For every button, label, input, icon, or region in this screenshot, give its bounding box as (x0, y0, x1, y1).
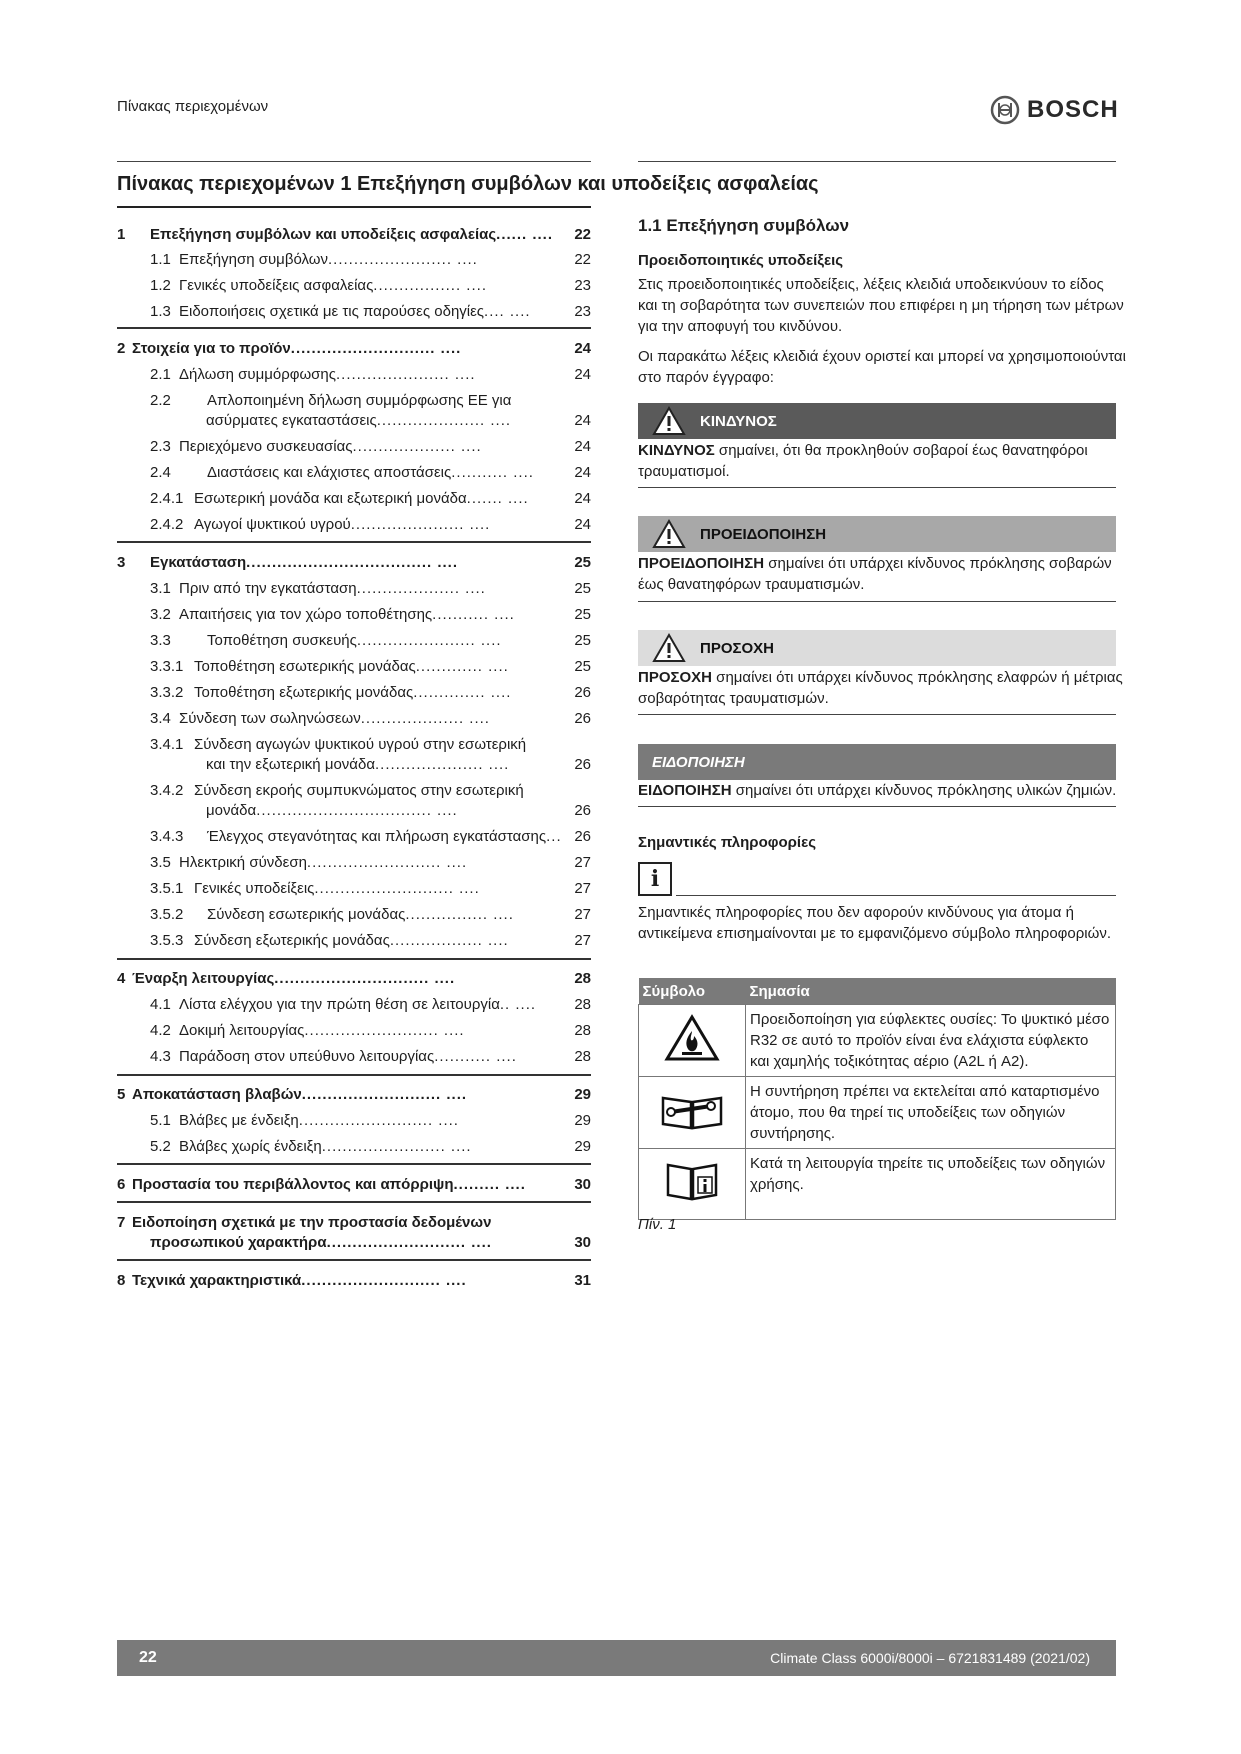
toc-leader-dots: ....... .... (466, 490, 529, 507)
toc-leader-dots: .................... .... (352, 438, 482, 455)
toc-entry[interactable] (150, 880, 591, 898)
toc-entry[interactable] (150, 1048, 591, 1066)
toc-entry[interactable] (150, 1112, 591, 1130)
toc-entry-label: Προστασία του περιβάλλοντος και απόρριψη (132, 1176, 454, 1193)
toc-entry-label: Τοποθέτηση συσκευής (207, 632, 357, 649)
table-header: Σύμβολο (639, 978, 746, 1005)
keywords-paragraph (638, 346, 1126, 388)
toc-leader-dots: .... .... (484, 303, 531, 320)
toc-entry[interactable] (150, 1022, 591, 1040)
toc-entry-page: 24 (574, 490, 591, 507)
warning-title: ΠΡΟΕΙΔΟΠΟΙΗΣΗ (700, 525, 827, 543)
bosch-armature-icon (990, 95, 1020, 125)
warning-triangle-icon (652, 633, 686, 663)
toc-leader-dots: ........................... .... (326, 1234, 492, 1251)
toc-leader-dots: ............................ .... (290, 340, 462, 357)
toc-entry-label: Απλοποιημένη δήλωση συμμόρφωσης ΕΕ για (207, 392, 512, 409)
toc-entry-number: 3.3.2 (150, 684, 184, 701)
text-line: Οι παρακάτω λέξεις κλειδιά έχουν οριστεί και μπορεί να χρησιμοποιούνται (638, 348, 1126, 365)
caution-keyword: ΠΡΟΣΟΧΗ (638, 669, 713, 686)
toc-entry-page: 26 (574, 828, 591, 845)
toc-entry[interactable] (150, 303, 591, 321)
toc-entry-number: 3.5.1 (150, 880, 184, 897)
running-title: Πίνακας περιεχομένων (117, 98, 269, 115)
toc-entry[interactable] (206, 412, 591, 430)
table-cell: Κατά τη λειτουργία τηρείτε τις υποδείξεις των οδηγιών χρήσης. (746, 1149, 1116, 1220)
toc-entry-number: 5 (117, 1086, 126, 1103)
toc-entry-number: 7 (117, 1214, 126, 1231)
toc-leader-dots: .......................... .... (306, 854, 468, 871)
divider (638, 487, 1116, 488)
toc-entry-label: Δήλωση συμμόρφωσης (179, 366, 337, 383)
toc-entry[interactable] (150, 277, 591, 295)
toc-entry-page: 26 (574, 710, 591, 727)
toc-divider (117, 1163, 591, 1165)
toc-entry-number: 3.3.1 (150, 658, 184, 675)
toc-entry-page: 31 (574, 1272, 591, 1289)
toc-leader-dots: ........................ .... (327, 251, 478, 268)
toc-entry[interactable] (117, 1086, 591, 1104)
symbols-table (638, 978, 1116, 1220)
toc-entry-number: 3.5.3 (150, 932, 184, 949)
toc-leader-dots: ...................... .... (336, 366, 476, 383)
toc-entry-page: 27 (574, 906, 591, 923)
toc-entry-number: 3.4.3 (150, 828, 184, 845)
table-header: Σημασία (746, 978, 1116, 1005)
toc-entry-page: 23 (574, 277, 591, 294)
toc-entry[interactable] (150, 516, 591, 534)
divider (638, 714, 1116, 715)
danger-bar (638, 403, 1116, 439)
text-line: και τη σοβαρότητα των συνεπειών που επιφέρει η μη τήρηση των μέτρων (638, 297, 1124, 314)
toc-entry-label: Σύνδεση εξωτερικής μονάδας (194, 932, 390, 949)
toc-entry-number: 3.1 (150, 580, 171, 597)
toc-leader-dots: ................ .... (405, 906, 514, 923)
toc-entry-label: Πριν από την εγκατάσταση (179, 580, 357, 597)
toc-entry-number: 4 (117, 970, 126, 987)
toc-entry-page: 22 (574, 251, 591, 268)
danger-title: ΚΙΝΔΥΝΟΣ (700, 412, 777, 430)
toc-leader-dots: .................... .... (356, 580, 486, 597)
toc-entry[interactable] (117, 1272, 591, 1290)
toc-entry-page: 26 (574, 802, 591, 819)
toc-entry[interactable] (117, 226, 591, 244)
toc-entry-label: Αγωγοί ψυκτικού υγρού (194, 516, 351, 533)
danger-keyword: ΚΙΝΔΥΝΟΣ (638, 442, 715, 459)
toc-entry-page: 22 (574, 226, 591, 243)
toc-entry-number: 1.2 (150, 277, 171, 294)
divider (638, 601, 1116, 602)
toc-entry[interactable] (150, 736, 591, 754)
toc-entry-number: 1.1 (150, 251, 171, 268)
toc-entry-page: 28 (574, 1022, 591, 1039)
toc-entry[interactable] (150, 490, 591, 508)
table-caption: Πίν. 1 (638, 1216, 677, 1233)
table-cell: Προειδοποίηση για εύφλεκτες ουσίες: Το ψυκτικό μέσο R32 σε αυτό το προϊόν είναι ένα ελάχιστα εύφλεκτο και χαμηλής τοξικότητας αέριο (A2L ή A2). (746, 1005, 1116, 1077)
toc-entry[interactable] (117, 1214, 591, 1232)
toc-entry-label: Τοποθέτηση εξωτερικής μονάδας (194, 684, 414, 701)
warning-triangle-icon (652, 406, 686, 436)
toc-entry-page: 24 (574, 464, 591, 481)
toc-entry-page: 25 (574, 580, 591, 597)
toc-entry-label: Σύνδεση των σωληνώσεων (179, 710, 361, 727)
divider (676, 895, 1116, 896)
toc-leader-dots: ........... .... (434, 1048, 517, 1065)
toc-entry-page: 29 (574, 1112, 591, 1129)
toc-entry[interactable] (150, 1138, 591, 1156)
toc-entry-page: 25 (574, 658, 591, 675)
toc-entry-label: προσωπικού χαρακτήρα (150, 1234, 327, 1251)
toc-entry[interactable] (206, 802, 591, 820)
flammable-warning-icon (664, 1014, 720, 1062)
document-reference: Climate Class 6000i/8000i – 6721831489 (2021/02) (770, 1650, 1090, 1666)
toc-divider (117, 1201, 591, 1203)
table-cell (639, 1005, 746, 1077)
toc-entry-number: 4.1 (150, 996, 171, 1013)
toc-entry-number: 2.2 (150, 392, 171, 409)
toc-entry-label: Επεξήγηση συμβόλων και υποδείξεις ασφαλείας (150, 226, 497, 243)
toc-entry-page: 30 (574, 1234, 591, 1251)
toc-entry-page: 26 (574, 684, 591, 701)
toc-entry-number: 2.4.2 (150, 516, 184, 533)
toc-entry-page: 28 (574, 970, 591, 987)
toc-entry-page: 23 (574, 303, 591, 320)
warnings-heading: Προειδοποιητικές υποδείξεις (638, 252, 844, 269)
toc-entry-label: Ειδοποίηση σχετικά με την προστασία δεδομένων (132, 1214, 492, 1231)
toc-entry-number: 3.4 (150, 710, 171, 727)
toc-entry[interactable] (117, 970, 591, 988)
toc-entry[interactable] (117, 554, 591, 572)
toc-leader-dots: .................... .... (360, 710, 490, 727)
toc-leader-dots: .............................. .... (274, 970, 456, 987)
toc-entry-number: 2.1 (150, 366, 171, 383)
text-line: σοβαρότητας τραυματισμών. (638, 690, 829, 707)
toc-entry-page: 29 (574, 1086, 591, 1103)
toc-entry-page: 27 (574, 932, 591, 949)
toc-entry-label: Αποκατάσταση βλαβών (132, 1086, 302, 1103)
toc-entry-page: 30 (574, 1176, 591, 1193)
toc-entry[interactable] (150, 580, 591, 598)
toc-entry[interactable] (117, 340, 591, 358)
toc-entry-page: 26 (574, 756, 591, 773)
caution-text (638, 667, 1123, 709)
brand-name: BOSCH (1027, 96, 1119, 123)
toc-entry-label: και την εξωτερική μονάδα (206, 756, 375, 773)
toc-divider (117, 327, 591, 329)
text-line: στο παρόν έγγραφο: (638, 369, 774, 386)
warning-triangle-icon (652, 519, 686, 549)
toc-entry[interactable] (150, 464, 591, 482)
toc-leader-dots: .................. .... (389, 932, 509, 949)
toc-entry-page: 24 (574, 438, 591, 455)
toc-entry-label: Έναρξη λειτουργίας (132, 970, 275, 987)
toc-entry-page: 27 (574, 880, 591, 897)
toc-entry-label: Απαιτήσεις για τον χώρο τοποθέτησης (179, 606, 433, 623)
danger-text (638, 440, 1088, 482)
toc-leader-dots: ........................... .... (301, 1272, 467, 1289)
toc-entry[interactable] (150, 854, 591, 872)
toc-entry-label: Διαστάσεις και ελάχιστες αποστάσεις (207, 464, 452, 481)
bosch-logo (990, 95, 1119, 125)
toc-divider (117, 541, 591, 543)
toc-entry-number: 2.3 (150, 438, 171, 455)
divider (117, 206, 591, 208)
text-line: σημαίνει ότι υπάρχει κίνδυνος πρόκλησης υλικών ζημιών. (731, 782, 1117, 799)
toc-entry[interactable] (150, 996, 591, 1014)
toc-entry-label: Εγκατάσταση (150, 554, 247, 571)
toc-leader-dots: ......... .... (453, 1176, 526, 1193)
toc-entry-number: 2.4 (150, 464, 171, 481)
info-heading: Σημαντικές πληροφορίες (638, 834, 817, 851)
table-row (639, 1005, 1116, 1077)
text-line: σημαίνει ότι υπάρχει κίνδυνος πρόκλησης ελαφρών ή μέτριας (712, 669, 1123, 686)
toc-entry-label: Εσωτερική μονάδα και εξωτερική μονάδα (194, 490, 467, 507)
toc-entry-number: 8 (117, 1272, 126, 1289)
table-cell (639, 1149, 746, 1220)
table-row (639, 1149, 1116, 1220)
page-footer (117, 1640, 1116, 1676)
operating-manual-icon (664, 1159, 720, 1203)
text-line: σημαίνει, ότι θα προκληθούν σοβαροί έως θανατηφόροι (714, 442, 1088, 459)
toc-entry[interactable] (150, 1234, 591, 1252)
toc-leader-dots: .................................. .... (256, 802, 458, 819)
toc-entry-label: ασύρματες εγκαταστάσεις (206, 412, 377, 429)
notice-bar (638, 744, 1116, 780)
notice-title: ΕΙΔΟΠΟΙΗΣΗ (652, 753, 745, 771)
warning-text (638, 553, 1112, 595)
toc-entry[interactable] (117, 1176, 591, 1194)
toc-entry-number: 2 (117, 340, 126, 357)
text-line: τραυματισμοί. (638, 463, 730, 480)
toc-entry-label: Σύνδεση εκροής συμπυκνώματος στην εσωτερική (194, 782, 524, 799)
text-line: σημαίνει ότι υπάρχει κίνδυνος πρόκλησης σοβαρών (764, 555, 1112, 572)
toc-entry[interactable] (150, 392, 591, 410)
toc-entry-page: 25 (574, 554, 591, 571)
toc-entry-page: 27 (574, 854, 591, 871)
notice-keyword: ΕΙΔΟΠΟΙΗΣΗ (638, 782, 732, 799)
toc-leader-dots: ........................ .... (321, 1138, 472, 1155)
divider (117, 161, 591, 162)
toc-leader-dots: ........................... .... (301, 1086, 468, 1103)
toc-entry-label: Βλάβες με ένδειξη (179, 1112, 299, 1129)
caution-bar (638, 630, 1116, 666)
toc-leader-dots: ....................... .... (356, 632, 502, 649)
toc-entry-page: 28 (574, 996, 591, 1013)
toc-entry-page: 28 (574, 1048, 591, 1065)
toc-entry-label: Έλεγχος στεγανότητας και πλήρωση εγκατάστασης (207, 828, 547, 845)
toc-entry-number: 3.4.2 (150, 782, 184, 799)
notice-text (638, 780, 1116, 801)
toc-entry-label: Τεχνικά χαρακτηριστικά (132, 1272, 302, 1289)
toc-entry-label: Ηλεκτρική σύνδεση (179, 854, 307, 871)
info-icon: i (638, 862, 672, 896)
toc-leader-dots: ... (546, 828, 562, 845)
warning-keyword: ΠΡΟΕΙΔΟΠΟΙΗΣΗ (638, 555, 765, 572)
toc-divider (117, 958, 591, 960)
toc-entry-label: Τοποθέτηση εσωτερικής μονάδας (194, 658, 416, 675)
text-line: για την αποφυγή του κινδύνου. (638, 318, 843, 335)
toc-leader-dots: ........................... .... (314, 880, 480, 897)
toc-leader-dots: ................. .... (373, 277, 487, 294)
toc-leader-dots: ..................... .... (375, 756, 510, 773)
toc-leader-dots: .. .... (499, 996, 537, 1013)
intro-paragraph (638, 274, 1124, 337)
toc-entry[interactable] (150, 658, 591, 676)
toc-divider (117, 1259, 591, 1261)
toc-leader-dots: ............. .... (415, 658, 509, 675)
toc-entry-label: Σύνδεση αγωγών ψυκτικού υγρού στην εσωτερική (194, 736, 527, 753)
toc-entry[interactable] (150, 438, 591, 456)
toc-leader-dots: ..................... .... (376, 412, 512, 429)
section-heading: 1.1 Επεξήγηση συμβόλων (638, 216, 850, 235)
toc-entry-number: 3.3 (150, 632, 171, 649)
toc-entry-page: 25 (574, 632, 591, 649)
toc-entry-number: 5.2 (150, 1138, 171, 1155)
table-cell: Η συντήρηση πρέπει να εκτελείται από καταρτισμένο άτομο, που θα τηρεί τις υποδείξεις των οδηγιών συντήρησης. (746, 1077, 1116, 1149)
divider (638, 806, 1116, 807)
divider (638, 161, 1116, 162)
toc-entry-label: Δοκιμή λειτουργίας (179, 1022, 305, 1039)
page-number: 22 (139, 1649, 157, 1666)
table-row (639, 1077, 1116, 1149)
toc-entry[interactable] (150, 932, 591, 950)
toc-entry-number: 4.3 (150, 1048, 171, 1065)
info-text (638, 902, 1111, 944)
toc-entry[interactable] (150, 782, 591, 800)
toc-entry-page: 24 (574, 412, 591, 429)
toc-divider (117, 1074, 591, 1076)
toc-entry[interactable] (150, 906, 591, 924)
toc-entry-number: 2.4.1 (150, 490, 184, 507)
toc-leader-dots: .......................... .... (298, 1112, 459, 1129)
text-line: Σημαντικές πληροφορίες που δεν αφορούν κινδύνους για άτομα ή (638, 904, 1074, 921)
toc-entry-number: 3.5 (150, 854, 171, 871)
service-manual-icon (659, 1088, 725, 1132)
warning-bar (638, 516, 1116, 552)
toc-entry-label: Στοιχεία για το προϊόν (132, 340, 291, 357)
toc-entry-number: 3 (117, 554, 126, 571)
toc-entry-label: Γενικές υποδείξεις ασφαλείας (179, 277, 374, 294)
toc-leader-dots: .................................... .... (246, 554, 458, 571)
toc-entry-label: Βλάβες χωρίς ένδειξη (179, 1138, 322, 1155)
toc-entry-label: μονάδα (206, 802, 257, 819)
toc-entry-number: 3.2 (150, 606, 171, 623)
toc-entry-number: 3.5.2 (150, 906, 184, 923)
text-line: αντικείμενα επισημαίνονται με το εμφανιζόμενο σύμβολο πληροφοριών. (638, 925, 1111, 942)
toc-leader-dots: ........... .... (432, 606, 515, 623)
text-line: έως θανατηφόρων τραυματισμών. (638, 576, 865, 593)
toc-entry-number: 3.4.1 (150, 736, 184, 753)
page-title: Πίνακας περιεχομένων 1 Επεξήγηση συμβόλων και υποδείξεις ασφαλείας (117, 173, 819, 195)
toc-entry-label: Περιεχόμενο συσκευασίας (179, 438, 353, 455)
toc-entry-number: 4.2 (150, 1022, 171, 1039)
toc-entry-label: Παράδοση στον υπεύθυνο λειτουργίας (179, 1048, 435, 1065)
caution-title: ΠΡΟΣΟΧΗ (700, 639, 775, 657)
toc-leader-dots: ...... .... (496, 226, 554, 243)
toc-entry[interactable] (150, 366, 591, 384)
toc-entry-page: 24 (574, 516, 591, 533)
toc-entry[interactable] (150, 606, 591, 624)
toc-entry[interactable] (150, 710, 591, 728)
toc-entry-label: Επεξήγηση συμβόλων (179, 251, 328, 268)
toc-entry-label: Ειδοποιήσεις σχετικά με τις παρούσες οδηγίες (179, 303, 485, 320)
toc-leader-dots: .............. .... (413, 684, 512, 701)
toc-entry[interactable] (150, 632, 591, 650)
toc-entry[interactable] (150, 828, 591, 846)
toc-entry-page: 29 (574, 1138, 591, 1155)
toc-leader-dots: ........... .... (451, 464, 534, 481)
text-line: Στις προειδοποιητικές υποδείξεις, λέξεις κλειδιά υποδεικνύουν το είδος (638, 276, 1104, 293)
toc-entry[interactable] (150, 684, 591, 702)
toc-entry[interactable] (206, 756, 591, 774)
toc-entry-label: Σύνδεση εσωτερικής μονάδας (207, 906, 406, 923)
toc-entry[interactable] (150, 251, 591, 269)
toc-entry-number: 6 (117, 1176, 126, 1193)
toc-entry-number: 1 (117, 226, 126, 243)
toc-leader-dots: ...................... .... (350, 516, 491, 533)
table-cell (639, 1077, 746, 1149)
toc-leader-dots: .......................... .... (304, 1022, 465, 1039)
toc-entry-label: Λίστα ελέγχου για την πρώτη θέση σε λειτουργία (179, 996, 500, 1013)
toc-entry-number: 5.1 (150, 1112, 171, 1129)
toc-entry-page: 24 (574, 366, 591, 383)
toc-entry-number: 1.3 (150, 303, 171, 320)
toc-entry-page: 24 (574, 340, 591, 357)
toc-entry-label: Γενικές υποδείξεις (194, 880, 315, 897)
toc-entry-page: 25 (574, 606, 591, 623)
